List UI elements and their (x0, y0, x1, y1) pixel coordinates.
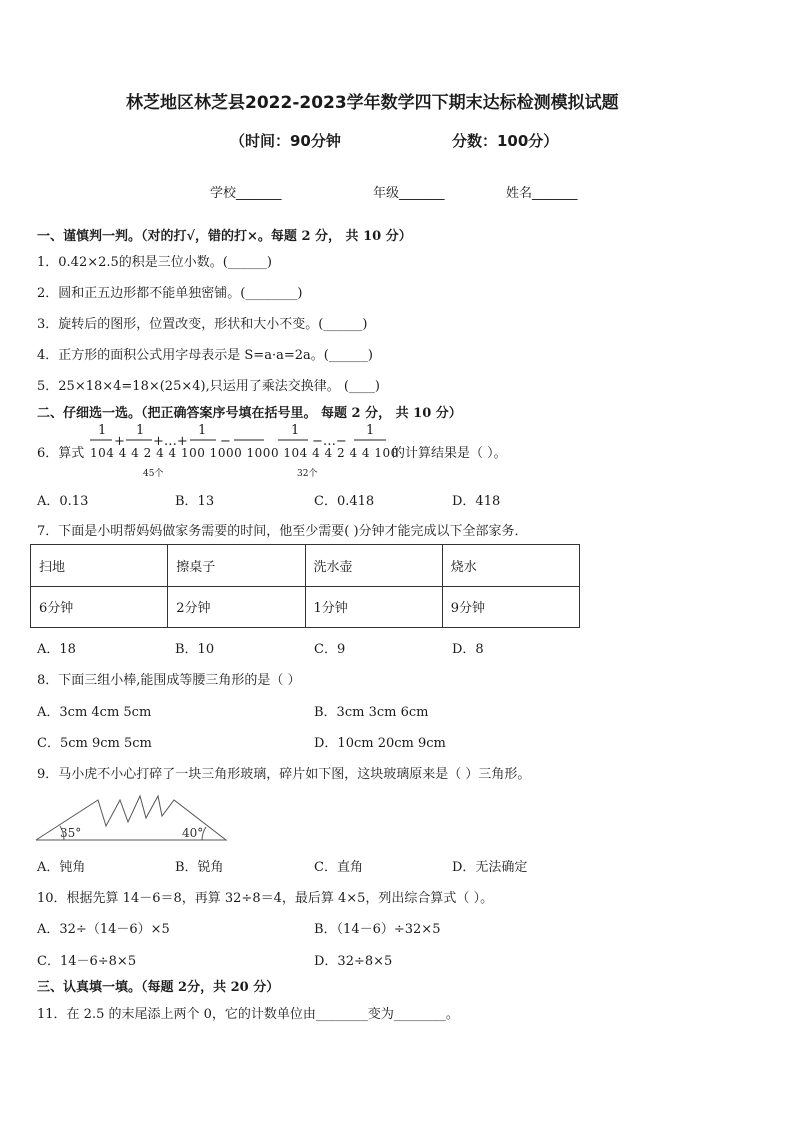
question-2: 2．圆和正五边形都不能单独密铺。(________) (37, 286, 303, 301)
q8-option-c[interactable]: C．5cm 9cm 5cm (37, 736, 152, 751)
section-3-heading: 三、认真填一填。（每题 2分，共 20 分） (37, 980, 280, 995)
q7-option-a[interactable]: A．18 (37, 642, 76, 657)
expr-op: − (220, 434, 231, 449)
table-row (31, 545, 580, 587)
broken-glass-figure (34, 790, 230, 846)
q9-option-a[interactable]: A．钝角 (37, 860, 86, 875)
expr-numerator-2: 1 (136, 423, 145, 438)
expr-numerator-1: 1 (98, 423, 107, 438)
expr-op: + (114, 434, 125, 449)
table-cell: 2分钟 (168, 586, 305, 628)
chores-table (30, 544, 580, 628)
expr-op: −…− (312, 434, 347, 449)
q6-option-b[interactable]: B．13 (175, 494, 215, 509)
table-header-cell: 烧水 (442, 545, 579, 587)
q10-option-d[interactable]: D．32÷8×5 (314, 954, 393, 969)
count-label-1: 45个 (143, 469, 164, 479)
q9-option-c[interactable]: C．直角 (314, 860, 363, 875)
table-header-cell: 洗水壶 (305, 545, 442, 587)
expr-numerator-5: 1 (366, 423, 375, 438)
question-6-suffix: 的计算结果是（ ）。 (392, 446, 507, 461)
expr-numerator-3: 1 (198, 423, 207, 438)
q8-option-b[interactable]: B．3cm 3cm 6cm (314, 705, 429, 720)
q9-option-d[interactable]: D．无法确定 (452, 860, 528, 875)
q7-option-b[interactable]: B．10 (175, 642, 215, 657)
question-6-denominators: 104 4 4 2 4 4 100 1000 1000 104 4 4 2 4 4 100 (90, 446, 399, 460)
exam-time: （时间：90分钟 (230, 132, 341, 150)
question-1: 1．0.42×2.5的积是三位小数。(______) (37, 255, 272, 270)
section-1-heading: 一、谨慎判一判。（对的打√，错的打×。每题 2 分， 共 10 分） (37, 229, 412, 244)
table-header-cell: 擦桌子 (168, 545, 305, 587)
angle-label-left: 35° (60, 826, 82, 840)
question-7: 7．下面是小明帮妈妈做家务需要的时间，他至少需要( )分钟才能完成以下全部家务． (37, 524, 528, 539)
question-9: 9．马小虎不小心打碎了一块三角形玻璃，碎片如下图，这块玻璃原来是（ ）三角形。 (37, 767, 531, 782)
q7-option-d[interactable]: D．8 (452, 642, 484, 657)
name-field[interactable]: 姓名_______ (506, 186, 578, 201)
question-4: 4．正方形的面积公式用字母表示是 S=a·a=2a。(______) (37, 348, 373, 363)
q10-option-c[interactable]: C．14－6÷8×5 (37, 954, 137, 969)
question-5: 5．25×18×4=18×(25×4),只运用了乘法交换律。 (____) (37, 379, 380, 394)
exam-score: 分数：100分） (452, 132, 559, 150)
q8-option-d[interactable]: D．10cm 20cm 9cm (314, 736, 446, 751)
q10-option-a[interactable]: A．32÷（14－6）×5 (37, 922, 170, 937)
table-cell: 9分钟 (442, 586, 579, 628)
page-title: 林芝地区林芝县2022-2023学年数学四下期末达标检测模拟试题 (126, 93, 619, 113)
q10-option-b[interactable]: B．（14－6）÷32×5 (314, 922, 441, 937)
q8-option-a[interactable]: A．3cm 4cm 5cm (37, 705, 152, 720)
q6-option-c[interactable]: C．0.418 (314, 494, 375, 509)
q9-option-b[interactable]: B．锐角 (175, 860, 224, 875)
question-3: 3．旋转后的图形，位置改变，形状和大小不变。(______) (37, 317, 368, 332)
question-8: 8．下面三组小棒,能围成等腰三角形的是（ ） (37, 673, 301, 688)
table-header-cell: 扫地 (31, 545, 168, 587)
angle-label-right: 40° (182, 826, 204, 840)
q6-option-a[interactable]: A．0.13 (37, 494, 89, 509)
table-cell: 1分钟 (305, 586, 442, 628)
question-11: 11．在 2.5 的末尾添上两个 0，它的计数单位由________变为________。 (37, 1007, 459, 1022)
question-10: 10．根据先算 14－6＝8，再算 32÷8＝4，最后算 4×5，列出综合算式（ ）。 (37, 891, 494, 906)
q6-option-d[interactable]: D．418 (452, 494, 501, 509)
q7-option-c[interactable]: C．9 (314, 642, 346, 657)
expr-op: +…+ (153, 434, 188, 449)
count-label-2: 32个 (297, 469, 318, 479)
table-cell: 6分钟 (31, 586, 168, 628)
expr-numerator-4: 1 (291, 423, 300, 438)
school-field[interactable]: 学校_______ (210, 186, 282, 201)
question-6-prefix: 6．算式 (37, 446, 85, 461)
grade-field[interactable]: 年级_______ (373, 186, 445, 201)
section-2-heading: 二、仔细选一选。（把正确答案序号填在括号里。 每题 2 分， 共 10 分） (37, 406, 462, 421)
table-row (31, 586, 580, 628)
